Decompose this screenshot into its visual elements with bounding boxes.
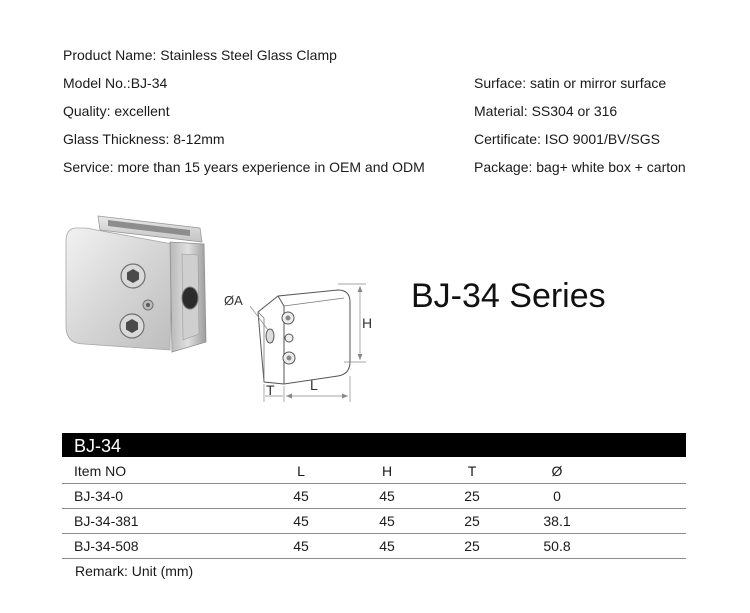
cell-diameter: 50.8 (543, 538, 571, 554)
cell-item-no: BJ-34-0 (74, 488, 124, 504)
spec-quality: Quality: excellent (63, 103, 170, 119)
table-row (62, 484, 686, 508)
column-header-l: L (297, 463, 305, 479)
table-title: BJ-34 (74, 436, 122, 456)
cell-t: 25 (464, 538, 480, 554)
dimension-label-length: L (310, 377, 318, 393)
spec-certificate: Certificate: ISO 9001/BV/SGS (474, 131, 660, 147)
cell-item-no: BJ-34-381 (74, 513, 139, 529)
technical-drawing (218, 278, 388, 413)
spec-material: Material: SS304 or 316 (474, 103, 618, 119)
spec-package: Package: bag+ white box + carton (474, 159, 686, 175)
dimension-label-thickness: T (266, 382, 275, 398)
dimension-label-height: H (362, 315, 373, 331)
spec-glass-thickness: Glass Thickness: 8-12mm (63, 131, 225, 147)
product-photo (62, 214, 212, 362)
cell-diameter: 38.1 (543, 513, 571, 529)
cell-l: 45 (293, 488, 309, 504)
table-header-row (62, 459, 686, 483)
table-divider (62, 558, 686, 559)
cell-diameter: 0 (553, 488, 561, 504)
cell-l: 45 (293, 513, 309, 529)
cell-item-no: BJ-34-508 (74, 538, 139, 554)
series-title: BJ-34 Series (411, 277, 606, 315)
cell-l: 45 (293, 538, 309, 554)
column-header-h: H (381, 463, 393, 479)
table-row (62, 534, 686, 558)
cell-t: 25 (464, 513, 480, 529)
dimension-label-diameter: ØA (224, 293, 243, 308)
cell-t: 25 (464, 488, 480, 504)
spec-surface: Surface: satin or mirror surface (474, 75, 667, 91)
spec-product-name: Product Name: Stainless Steel Glass Clamp (63, 47, 337, 63)
spec-service: Service: more than 15 years experience in OEM and ODM (63, 159, 425, 175)
cell-h: 45 (379, 538, 395, 554)
remark-text: Remark: Unit (mm) (75, 563, 194, 579)
cell-h: 45 (379, 488, 395, 504)
column-header-item-no: Item NO (74, 463, 127, 479)
spec-model-no: Model No.:BJ-34 (63, 75, 168, 91)
table-title-bar (62, 433, 686, 457)
cell-h: 45 (379, 513, 395, 529)
table-row (62, 509, 686, 533)
column-header-diameter: Ø (551, 463, 563, 479)
column-header-t: T (467, 463, 477, 479)
